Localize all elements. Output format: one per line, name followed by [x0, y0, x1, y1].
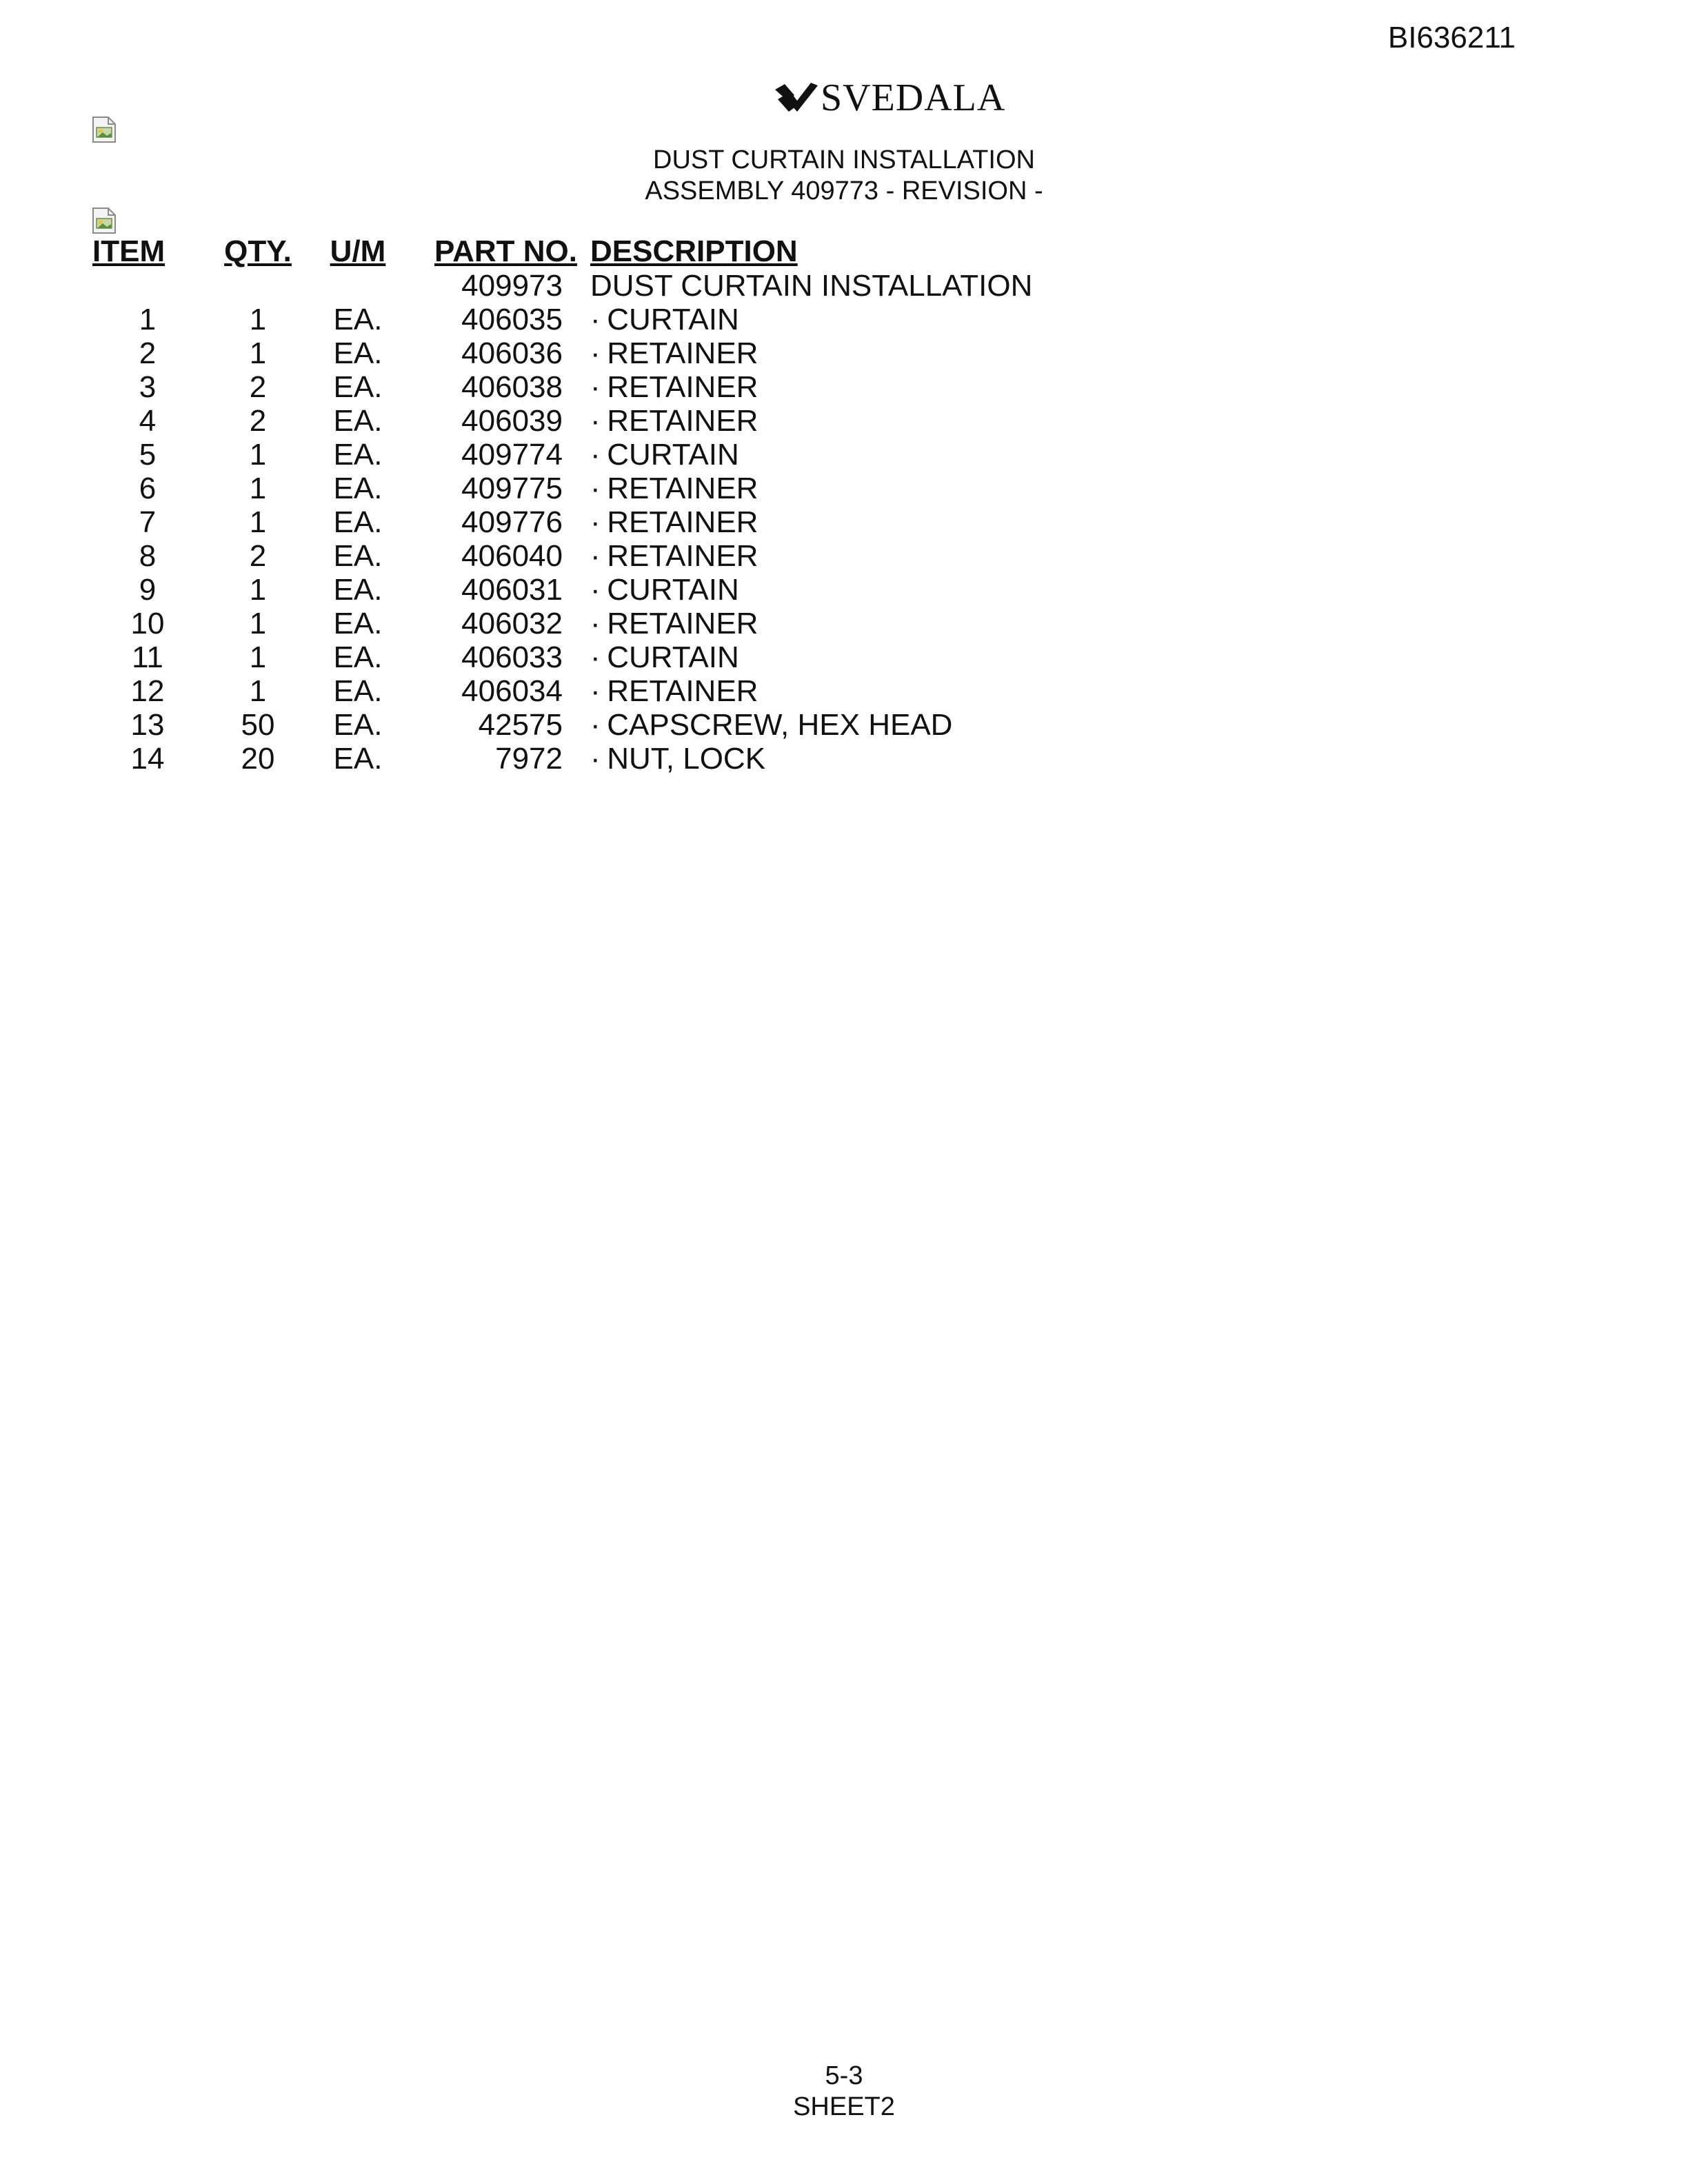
part-no-cell: 409775	[461, 472, 563, 505]
qty-cell: 1	[249, 674, 267, 708]
part-no-cell: 406040	[461, 539, 563, 573]
header-part-no: PART NO.	[434, 234, 577, 268]
um-cell: EA.	[333, 708, 383, 742]
bullet-marker: ·	[590, 539, 601, 573]
description-cell	[590, 607, 1032, 640]
assembly-row	[92, 269, 1032, 303]
table-row	[92, 742, 1032, 776]
description-text: RETAINER	[607, 539, 758, 573]
um-cell: EA.	[333, 370, 383, 404]
description-text: CAPSCREW, HEX HEAD	[607, 708, 953, 742]
part-no-cell: 42575	[478, 708, 563, 742]
qty-cell: 50	[241, 708, 275, 742]
description-cell	[590, 674, 1032, 708]
description-cell	[590, 742, 1032, 776]
item-cell: 9	[139, 573, 157, 607]
description-cell	[590, 573, 1032, 607]
item-cell: 3	[139, 370, 157, 404]
table-row	[92, 607, 1032, 640]
qty-cell: 1	[249, 303, 267, 336]
um-cell: EA.	[333, 607, 383, 640]
item-cell: 8	[139, 539, 157, 573]
item-cell: 11	[132, 640, 163, 674]
bullet-marker: ·	[590, 505, 601, 539]
description-text: CURTAIN	[607, 438, 739, 472]
table-row	[92, 336, 1032, 370]
header-qty: QTY.	[224, 234, 292, 268]
item-cell: 1	[139, 303, 157, 336]
header-item: ITEM	[92, 234, 165, 268]
description-text: RETAINER	[607, 674, 758, 708]
bullet-marker: ·	[590, 708, 601, 742]
table-row	[92, 708, 1032, 742]
bullet-marker: ·	[590, 404, 601, 438]
table-row	[92, 370, 1032, 404]
assembly-description: DUST CURTAIN INSTALLATION	[590, 269, 1033, 303]
table-row	[92, 505, 1032, 539]
um-cell: EA.	[333, 438, 383, 472]
um-cell: EA.	[333, 303, 383, 336]
table-row	[92, 640, 1032, 674]
part-no-cell: 406034	[461, 674, 563, 708]
table-row	[92, 472, 1032, 505]
qty-cell: 1	[249, 438, 267, 472]
qty-cell: 1	[249, 607, 267, 640]
description-text: RETAINER	[607, 370, 758, 404]
um-cell: EA.	[333, 674, 383, 708]
qty-cell: 1	[249, 640, 267, 674]
description-text: RETAINER	[607, 607, 758, 640]
parts-list-table	[92, 234, 1032, 776]
um-cell: EA.	[333, 505, 383, 539]
broken-image-icon	[92, 207, 117, 234]
assembly-part-no: 409973	[461, 269, 563, 303]
svedala-logo	[772, 74, 1006, 123]
header-um: U/M	[330, 234, 386, 268]
bullet-marker: ·	[590, 370, 601, 404]
description-cell	[590, 336, 1032, 370]
qty-cell: 2	[249, 539, 267, 573]
part-no-cell: 406039	[461, 404, 563, 438]
um-cell: EA.	[333, 640, 383, 674]
item-cell: 13	[130, 708, 165, 742]
qty-cell: 1	[249, 472, 267, 505]
description-cell	[590, 370, 1032, 404]
assembly-subtitle: ASSEMBLY 409773 - REVISION -	[645, 176, 1043, 205]
qty-cell: 1	[249, 505, 267, 539]
item-cell: 14	[130, 742, 165, 776]
table-row	[92, 438, 1032, 472]
um-cell: EA.	[333, 404, 383, 438]
um-cell: EA.	[333, 336, 383, 370]
document-id: BI636211	[1387, 21, 1516, 54]
bullet-marker: ·	[590, 573, 601, 607]
table-row	[92, 539, 1032, 573]
logo-text: SVEDALA	[821, 77, 1006, 119]
sheet-label: SHEET2	[793, 2092, 895, 2121]
qty-cell: 1	[249, 336, 267, 370]
description-text: RETAINER	[607, 505, 758, 539]
description-text: RETAINER	[607, 472, 758, 505]
um-cell: EA.	[333, 742, 383, 776]
qty-cell: 20	[241, 742, 275, 776]
description-text: CURTAIN	[607, 303, 739, 336]
description-cell	[590, 640, 1032, 674]
um-cell: EA.	[333, 539, 383, 573]
bullet-marker: ·	[590, 607, 601, 640]
bullet-marker: ·	[590, 336, 601, 370]
item-cell: 2	[139, 336, 157, 370]
table-row	[92, 573, 1032, 607]
item-cell: 7	[139, 505, 157, 539]
table-row	[92, 303, 1032, 336]
part-no-cell: 406036	[461, 336, 563, 370]
description-cell	[590, 438, 1032, 472]
part-no-cell: 406031	[461, 573, 563, 607]
description-text: RETAINER	[607, 404, 758, 438]
bullet-marker: ·	[590, 303, 601, 336]
qty-cell: 2	[249, 404, 267, 438]
description-text: CURTAIN	[607, 573, 739, 607]
qty-cell: 2	[249, 370, 267, 404]
part-no-cell: 406032	[461, 607, 563, 640]
bullet-marker: ·	[590, 742, 601, 776]
description-text: RETAINER	[607, 336, 758, 370]
qty-cell: 1	[249, 573, 267, 607]
um-cell: EA.	[333, 472, 383, 505]
description-cell	[590, 303, 1032, 336]
page-number: 5-3	[825, 2061, 863, 2090]
bullet-marker: ·	[590, 472, 601, 505]
part-no-cell: 406038	[461, 370, 563, 404]
part-no-cell: 406035	[461, 303, 563, 336]
bullet-marker: ·	[590, 674, 601, 708]
part-no-cell: 7972	[495, 742, 563, 776]
description-cell	[590, 505, 1032, 539]
item-cell: 6	[139, 472, 157, 505]
table-row	[92, 674, 1032, 708]
description-cell	[590, 539, 1032, 573]
table-row	[92, 404, 1032, 438]
item-cell: 10	[130, 607, 165, 640]
broken-image-icon	[92, 116, 117, 143]
table-header-row	[92, 234, 1032, 269]
part-no-cell: 406033	[461, 640, 563, 674]
bullet-marker: ·	[590, 438, 601, 472]
bullet-marker: ·	[590, 640, 601, 674]
document-title: DUST CURTAIN INSTALLATION	[653, 145, 1035, 174]
description-cell	[590, 404, 1032, 438]
part-no-cell: 409776	[461, 505, 563, 539]
item-cell: 12	[130, 674, 165, 708]
item-cell: 4	[139, 404, 157, 438]
um-cell: EA.	[333, 573, 383, 607]
svedala-logo-mark-icon	[772, 80, 821, 116]
part-no-cell: 409774	[461, 438, 563, 472]
description-text: CURTAIN	[607, 640, 739, 674]
description-cell	[590, 708, 1032, 742]
description-text: NUT, LOCK	[607, 742, 766, 776]
header-description: DESCRIPTION	[590, 234, 798, 268]
description-cell	[590, 472, 1032, 505]
item-cell: 5	[139, 438, 157, 472]
